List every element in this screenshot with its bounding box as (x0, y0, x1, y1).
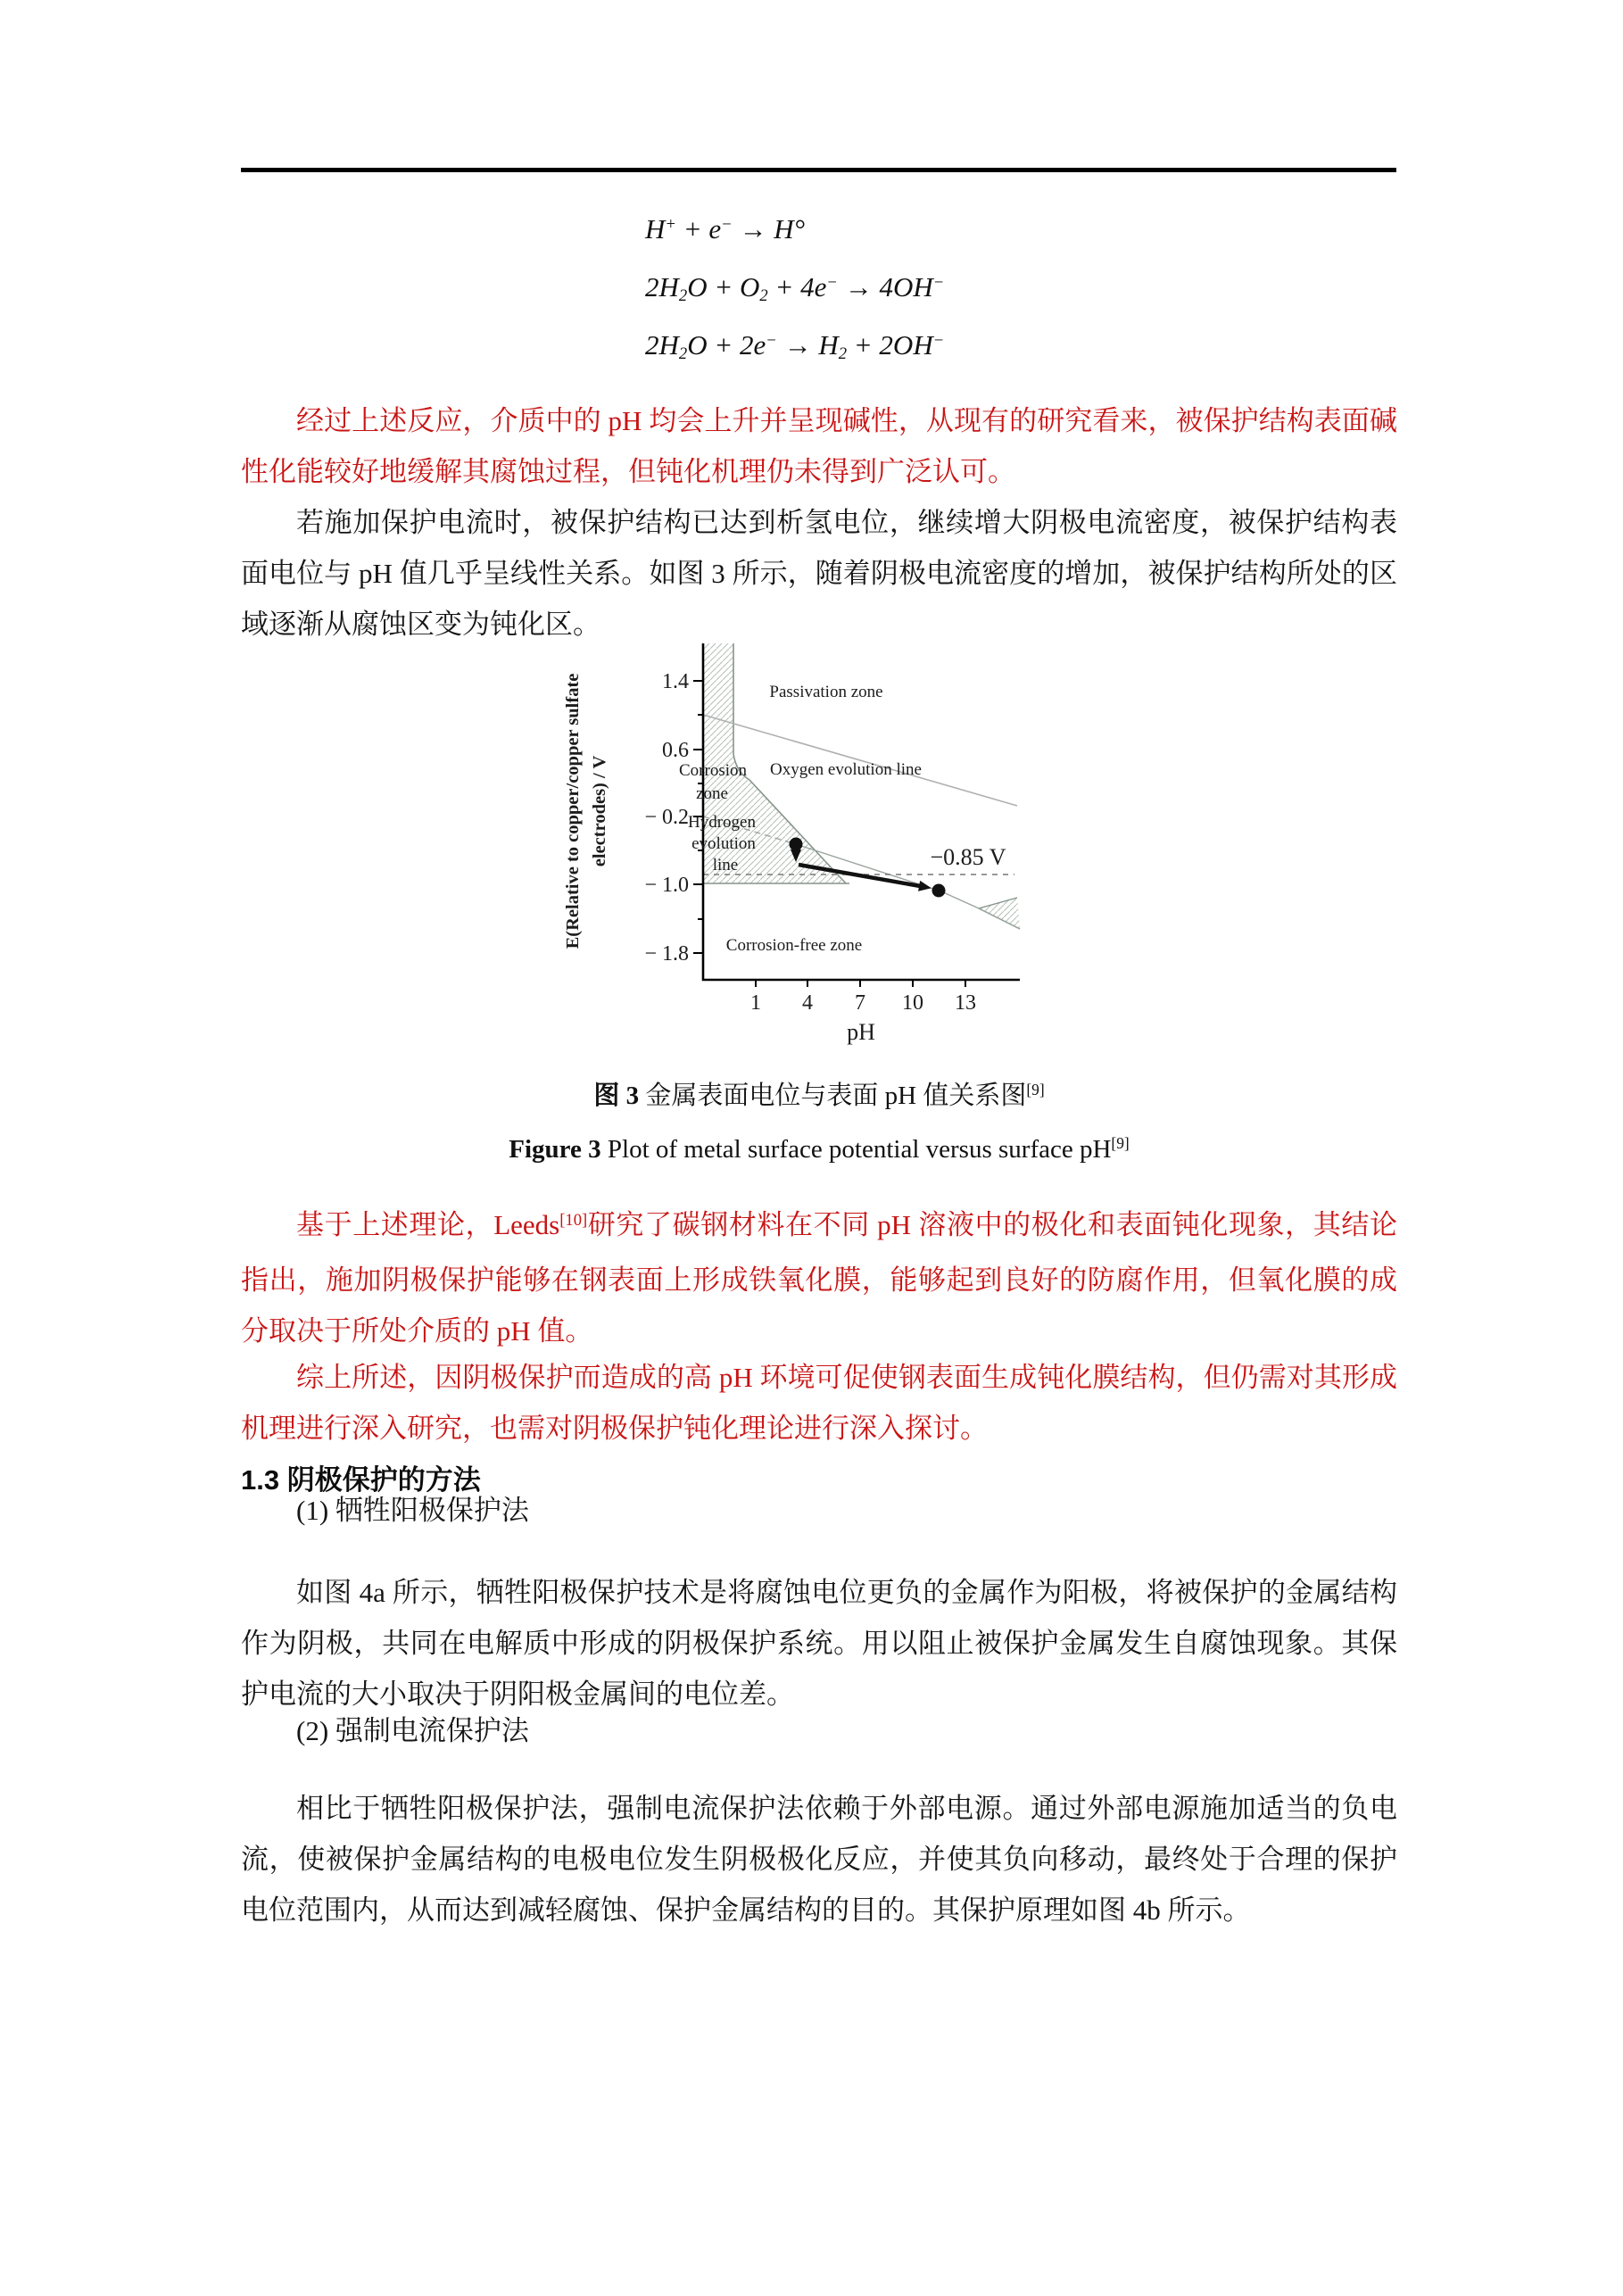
paragraph-protection-current: 若施加保护电流时，被保护结构已达到析氢电位，继续增大阴极电流密度，被保护结构表面电位与 pH 值几乎呈线性关系。如图 3 所示，随着阴极电流密度的增加，被保护结构所处的区域逐渐从腐蚀区变为钝化区。 (241, 507, 1397, 640)
x-axis-label: pH (847, 1019, 875, 1045)
oxygen-evolution-label: Oxygen evolution line (770, 760, 922, 779)
x-tick-labels (750, 991, 976, 1015)
corrosion-free-zone-label: Corrosion-free zone (725, 936, 863, 955)
chemical-equations (645, 203, 944, 377)
list-item-impressed-current: (2) 强制电流保护法 (296, 1715, 529, 1746)
paragraph-sacrificial-anode: 如图 4a 所示，牺牲阳极保护技术是将腐蚀电位更负的金属作为阳极，将被保护的金属结构作为阴极，共同在电解质中形成的阴极保护系统。用以阻止被保护金属发生自腐蚀现象。其保护电流的大小取决于阴阳极金属间的电位差。 (241, 1577, 1397, 1710)
y-axis-label (563, 674, 609, 949)
trajectory-end-point (932, 884, 946, 898)
y-tick-1.4: 1.4 (662, 670, 689, 693)
paragraph-alkalization: 经过上述反应，介质中的 pH 均会上升并呈现碱性，从现有的研究看来，被保护结构表面碱性化能较好地缓解其腐蚀过程，但钝化机理仍未得到广泛认可。 (241, 405, 1397, 487)
equation-water-reduction: $2H_2O + 2e^- \to H_2 + 2OH^-$ (645, 329, 945, 364)
passivation-zone-label: Passivation zone (769, 683, 883, 701)
x-tick-10: 10 (902, 991, 923, 1015)
y-tick--1.8: − 1.8 (644, 942, 689, 966)
y-axis-label-line1: E(Relative to copper/copper sulfate (563, 673, 583, 949)
trajectory-start-point (790, 838, 803, 851)
paragraph-impressed-current: 相比于牺牲阳极保护法，强制电流保护法依赖于外部电源。通过外部电源施加适当的负电流，使被保护金属结构的电极电位发生阴极极化反应，并使其负向移动，最终处于合理的保护电位范围内，从而达到减轻腐蚀、保护金属结构的目的。其保护原理如图 4b 所示。 (241, 1793, 1397, 1926)
y-tick-labels (644, 670, 689, 966)
reference-085V-label: −0.85 V (930, 844, 1006, 870)
y-tick-0.6: 0.6 (662, 739, 689, 762)
x-tick-13: 13 (955, 991, 976, 1015)
list-item-sacrificial-anode: (1) 牺牲阳极保护法 (296, 1495, 529, 1526)
potential-ph-diagram (535, 636, 1062, 1069)
corrosion-zone-label-2: zone (696, 784, 728, 803)
x-tick-4: 4 (802, 991, 813, 1015)
y-tick--0.2: − 0.2 (644, 806, 689, 829)
section-heading-1-3: 1.3 阴极保护的方法 (241, 1463, 481, 1496)
x-tick-7: 7 (855, 991, 865, 1015)
figure-caption-cn: 图 3 金属表面电位与表面 pH 值关系图[9] (593, 1081, 1045, 1110)
paragraph-leeds-study: 基于上述理论，Leeds[10]研究了碳钢材料在不同 pH 溶液中的极化和表面钝化现象，其结论指出，施加阴极保护能够在钢表面上形成铁氧化膜，能够起到良好的防腐作用，但氧化膜的成分取决于所处介质的 pH 值。 (241, 1209, 1397, 1347)
header-rule (241, 168, 1396, 172)
paragraph-summary: 综上所述，因阴极保护而造成的高 pH 环境可促使钢表面生成钝化膜结构，但仍需对其形成机理进行深入研究，也需对阴极保护钝化理论进行深入探讨。 (241, 1362, 1397, 1444)
corrosion-zone-label-1: Corrosion (679, 761, 747, 780)
hydrogen-evolution-label-2: evolution (691, 834, 756, 853)
equation-oxygen-reduction: $2H_2O + O_2 + 4e^- \to 4OH^-$ (645, 271, 945, 306)
x-tick-1: 1 (750, 991, 761, 1015)
y-tick--1.0: − 1.0 (644, 874, 689, 897)
equation-hydrogen-reduction: H+ + e− → H° (645, 213, 805, 245)
hydrogen-evolution-label-1: Hydrogen (688, 813, 756, 832)
figure-caption-en: Figure 3 Plot of metal surface potential versus surface pH[9] (509, 1134, 1130, 1164)
hydrogen-evolution-label-3: line (712, 856, 739, 874)
y-axis-label-line2: electrodes) / V (590, 755, 609, 867)
figure-3-chart (535, 636, 1062, 1069)
